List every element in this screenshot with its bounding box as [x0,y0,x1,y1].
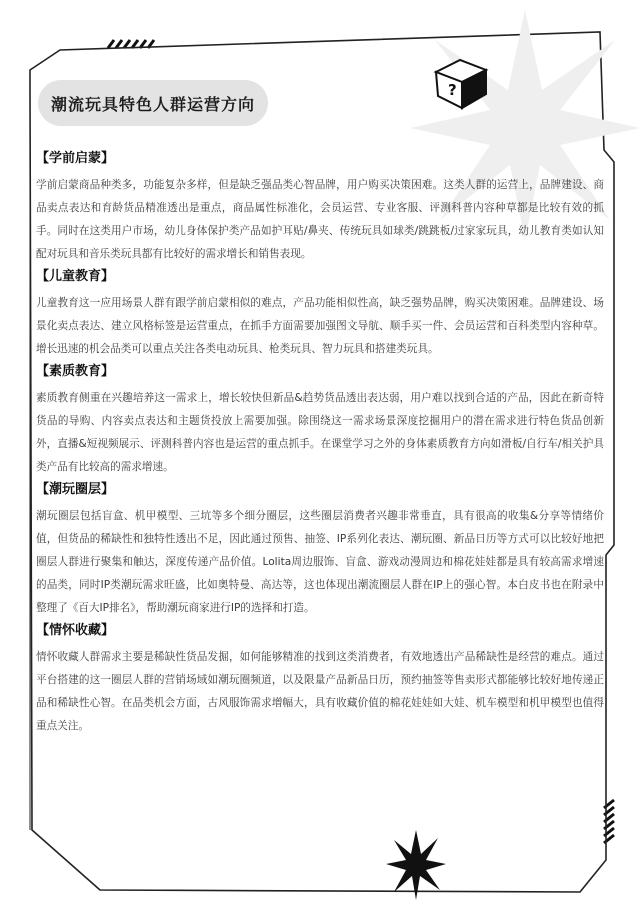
section-children-education [36,268,604,361]
section-heading: 【潮玩圈层】 [36,482,115,497]
content-area [36,150,604,740]
section-paragraph: 潮玩圈层包括盲盒、机甲模型、三坑等多个细分圈层，这些圈层消费者兴趣非常垂直，具有很高的收集&分享等情绪价值，但货品的稀缺性和独特性透出不足，因此通过预售、抽签、IP系列化表达、潮玩圈、新品日历等方式可以比较好地把圈层人群进行聚集和触达，深度传递产品价值。Lolita周边服饰、盲盒、游戏动漫周边和棉花娃娃都是具有较高需求增速的品类，同时IP类潮玩需求旺盛，比如奥特曼、高达等，这也体现出潮流圈层人群在IP上的强心智。本白皮书也在附录中整理了《百大IP排名》，帮助潮玩商家进行IP的选择和打造。 [36,510,604,614]
black-starburst-icon [386,830,446,900]
section-quality-education [36,363,604,479]
section-paragraph: 素质教育侧重在兴趣培养这一需求上，增长较快但新品&趋势货品透出表达弱，用户难以找到合适的产品，因此在新奇特货品的导购、内容卖点表达和主题货投放上需要加强。除围绕这一需求场景深度挖掘用户的潜在需求进行特色货品创新外，直播&短视频展示、评测科普内容也是运营的重点抓手。在课堂学习之外的身体素质教育方向如滑板/自行车/相关护具类产品有比较高的需求增速。 [36,392,604,473]
page-title: 潮流玩具特色人群运营方向 [38,80,268,126]
section-preschool [36,150,604,266]
section-heading: 【素质教育】 [36,364,115,379]
section-paragraph: 学前启蒙商品种类多，功能复杂多样，但是缺乏强品类心智品牌，用户购买决策困难。这类人群的运营上，品牌建设、商品卖点表达和育龄货品精准透出是重点，商品属性标准化，会员运营、专业客服、评测科普内容种草都是比较有效的抓手。同时在这类用户市场，幼儿身体保护类产品如护耳贴/鼻夹、传统玩具如球类/跳跳板/过家家玩具，幼儿教育类如认知配对玩具和音乐类玩具都有比较好的需求增长和销售表现。 [36,179,604,260]
svg-text:?: ? [448,81,457,99]
hatch-top-left [108,40,154,48]
hatch-right [604,800,614,843]
section-paragraph: 情怀收藏人群需求主要是稀缺性货品发掘，如何能够精准的找到这类消费者，有效地透出产品稀缺性是经营的难点。通过平台搭建的这一圈层人群的营销场域如潮玩圈频道，以及限量产品新品日历，预约抽签等售卖形式都能够比较好地传递正品和稀缺性心智。在品类机会方面，古风服饰需求增幅大，具有收藏价值的棉花娃娃如大娃、机车模型和机甲模型也值得重点关注。 [36,651,604,732]
section-heading: 【学前启蒙】 [36,151,115,166]
section-paragraph: 儿童教育这一应用场景人群有跟学前启蒙相似的难点，产品功能相似性高，缺乏强势品牌，购买决策困难。品牌建设、场景化卖点表达、建立风格标签是运营重点，在抓手方面需要加强图文导航、顺手买一件、会员运营和百科类型内容种草。增长迅速的机会品类可以重点关注各类电动玩具、枪类玩具、智力玩具和搭建类玩具。 [36,297,604,355]
section-heading: 【儿童教育】 [36,269,115,284]
mystery-box-icon [430,50,492,112]
section-collection [36,622,604,738]
section-heading: 【情怀收藏】 [36,623,115,638]
section-trendy-circle [36,481,604,620]
